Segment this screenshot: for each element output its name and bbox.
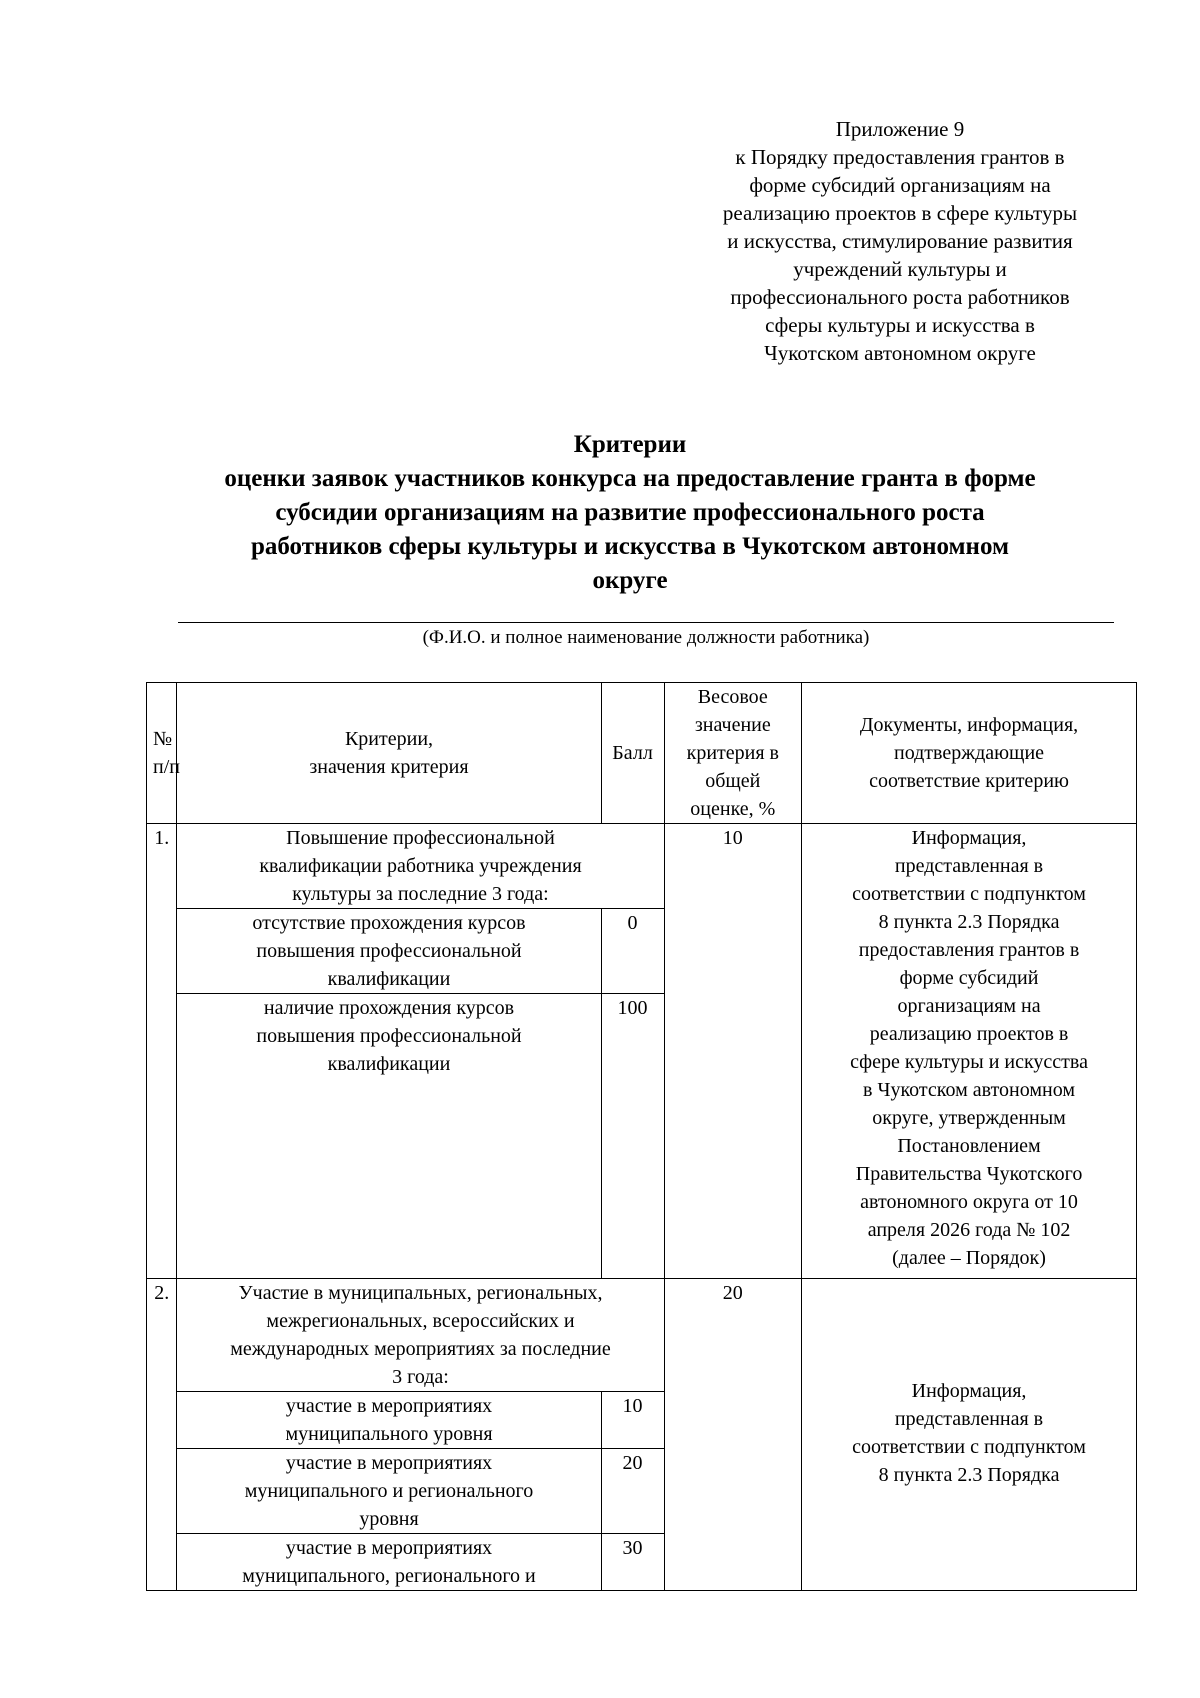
criterion-docs <box>802 1278 1137 1590</box>
header-num <box>147 683 180 824</box>
option-text-line: наличие прохождения курсов <box>263 997 515 1019</box>
header-criteria-line: Критерии, <box>344 728 434 750</box>
header-docs-line: подтверждающие <box>894 742 1045 764</box>
option-text <box>177 1533 601 1590</box>
header-num-line: п/п <box>153 756 180 778</box>
option-ball: 0 <box>601 909 664 994</box>
header-ball: Балл <box>601 683 664 824</box>
option-text-line: участие в мероприятиях <box>285 1451 493 1474</box>
header-criteria <box>177 683 601 824</box>
header-criteria-line: значения критерия <box>309 756 469 778</box>
annex-line: и искусства, стимулирование развития <box>727 229 1073 253</box>
header-docs <box>802 683 1137 824</box>
option-ball: 30 <box>601 1533 664 1590</box>
option-text-line: отсутствие прохождения курсов <box>252 912 526 934</box>
criterion-num: 2. <box>147 1278 177 1590</box>
option-text-line: участие в мероприятиях <box>285 1394 493 1417</box>
criterion-weight: 20 <box>664 1278 802 1590</box>
option-ball: 20 <box>601 1448 664 1533</box>
option-text-line: участие в мероприятиях <box>285 1536 493 1559</box>
title-line: субсидии организациям на развитие профессионального роста <box>275 499 985 526</box>
header-docs-line: соответствие критерию <box>869 770 1069 792</box>
option-text-line: муниципального и регионального <box>244 1479 534 1502</box>
docs-line: Информация, <box>911 827 1027 849</box>
option-text <box>177 909 601 994</box>
docs-line: представленная в <box>894 855 1044 877</box>
docs-line: Постановлением <box>897 1135 1041 1157</box>
option-text <box>177 1448 601 1533</box>
docs-line: апреля 2026 года № 102 <box>867 1219 1071 1241</box>
docs-line: организациям на <box>897 995 1041 1017</box>
header-weight-line: значение <box>694 714 771 736</box>
option-ball: 10 <box>601 1391 664 1448</box>
title-line: оценки заявок участников конкурса на предоставление гранта в форме <box>224 465 1036 492</box>
docs-line: 8 пункта 2.3 Порядка <box>878 911 1060 933</box>
annex-line: профессионального роста работников <box>730 285 1070 309</box>
docs-line: форме субсидий <box>899 967 1039 989</box>
criterion-row-2-title <box>147 1278 1137 1391</box>
criterion-docs <box>802 824 1137 1279</box>
docs-line: Информация, <box>911 1379 1027 1402</box>
ball-filler <box>601 1078 664 1278</box>
fio-signature-line <box>178 622 1114 623</box>
annex-line: Приложение 9 <box>835 117 965 141</box>
title-line: округе <box>592 567 668 594</box>
criterion-title <box>177 1278 664 1391</box>
annex-line: форме субсидий организациям на <box>749 173 1051 197</box>
header-weight-line: оценке, % <box>690 798 776 820</box>
header-weight-line: общей <box>705 770 761 792</box>
annex-line: к Порядку предоставления грантов в <box>735 145 1065 169</box>
option-ball: 100 <box>601 994 664 1079</box>
option-text-line: уровня <box>359 1507 419 1530</box>
docs-line: 8 пункта 2.3 Порядка <box>878 1463 1060 1486</box>
header-docs-line: Документы, информация, <box>859 714 1079 736</box>
criterion-num: 1. <box>147 824 177 1279</box>
title-line: работников сферы культуры и искусства в Чукотском автономном <box>250 533 1010 560</box>
criterion-title-line: культуры за последние 3 года: <box>292 883 549 905</box>
docs-line: реализацию проектов в <box>869 1023 1069 1045</box>
criterion-title-line: 3 года: <box>392 1365 449 1388</box>
criteria-table <box>146 682 1137 1591</box>
annex-line: сферы культуры и искусства в <box>765 313 1035 337</box>
table-header-row <box>147 683 1137 824</box>
docs-line: в Чукотском автономном <box>863 1079 1076 1101</box>
annex-line: учреждений культуры и <box>793 257 1007 281</box>
criterion-title <box>177 824 664 909</box>
annex-reference <box>690 115 1110 367</box>
docs-line: представленная в <box>894 1407 1044 1430</box>
title-line: Критерии <box>573 431 687 458</box>
docs-line: автономного округа от 10 <box>860 1191 1078 1213</box>
option-text <box>177 994 601 1079</box>
option-text-line: квалификации <box>327 1053 451 1075</box>
docs-line: Правительства Чукотского <box>855 1163 1083 1185</box>
header-weight-line: критерия в <box>686 742 779 764</box>
option-text-line: муниципального, регионального и <box>242 1564 536 1587</box>
header-num-line: № <box>153 728 173 750</box>
option-text-line: повышения профессиональной <box>256 940 522 962</box>
header-weight <box>664 683 802 824</box>
option-text-line: муниципального уровня <box>285 1422 493 1445</box>
criterion-title-line: квалификации работника учреждения <box>259 855 582 877</box>
fio-caption: (Ф.И.О. и полное наименование должности работника) <box>422 627 870 648</box>
docs-line: предоставления грантов в <box>858 939 1080 961</box>
option-text <box>177 1391 601 1448</box>
docs-line: соответствии с подпунктом <box>852 883 1086 905</box>
header-weight-line: Весовое <box>697 686 768 708</box>
criterion-row-1-title <box>147 824 1137 909</box>
option-text-line: повышения профессиональной <box>256 1025 522 1047</box>
criterion-title-line: Участие в муниципальных, региональных, <box>238 1281 603 1304</box>
annex-line: Чукотском автономном округе <box>764 341 1036 365</box>
annex-line: реализацию проектов в сфере культуры <box>722 201 1078 225</box>
criterion-title-line: межрегиональных, всероссийских и <box>266 1309 575 1332</box>
docs-line: округе, утвержденным <box>872 1107 1066 1129</box>
criterion-weight: 10 <box>664 824 802 1279</box>
docs-line: сфере культуры и искусства <box>850 1051 1088 1073</box>
criterion-title-line: Повышение профессиональной <box>286 827 555 849</box>
docs-line: (далее – Порядок) <box>892 1247 1046 1269</box>
criterion-title-line: международных мероприятиях за последние <box>230 1337 611 1360</box>
option-text-line: квалификации <box>327 968 451 990</box>
option-filler <box>177 1078 601 1278</box>
document-title <box>150 428 1110 598</box>
docs-line: соответствии с подпунктом <box>852 1435 1086 1458</box>
